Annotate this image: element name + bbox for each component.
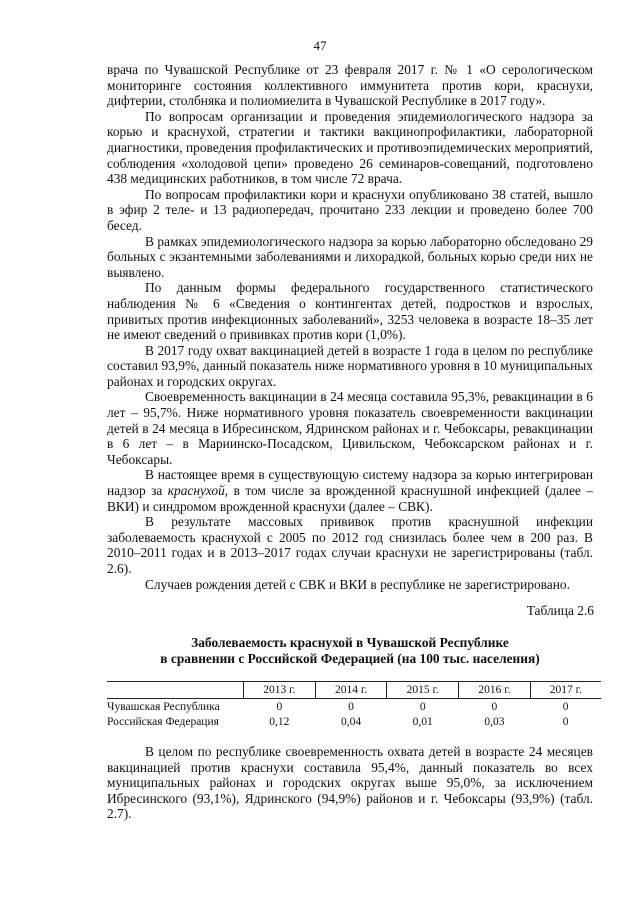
integration-text-italic: краснухой, [167,483,229,499]
table-cell: 0 [419,701,426,713]
table-row-region: Российская Федерация [107,716,219,728]
paragraph-statistics: По данным формы федерального государственного статистического наблюдения № 6 «Сведения о контингентах детей, подростков и взрослых, привитых против инфекционных заболеваний», 3253 человека в возрасте 18–35 лет не имеют сведений о прививках против кори (1,0%). [107,280,593,343]
table-title-line1: Заболеваемость краснухой в Чувашской Республике [191,635,509,650]
body-text [107,62,593,592]
table-row [107,714,601,729]
table-cell: 0,04 [340,716,362,728]
paragraph-publications: По вопросам профилактики кори и краснухи опубликовано 38 статей, вышло в эфир 2 теле- и 13 радиопередач, прочитано 233 лекции и проведено более 700 бесед. [107,186,593,233]
closing-text [107,744,593,822]
paragraph-mass-vaccination: В результате массовых прививок против краснушной инфекции заболеваемость краснухой с 2005 по 2012 год снизилась более чем в 200 раз. В 2010–2011 годах и в 2013–2017 годах случаи краснухи не зарегистрированы (табл. 2.6). [107,514,593,576]
table-header-cell: 2013 г. [244,682,316,699]
table-cell: 0,12 [269,716,290,728]
page-number: 47 [313,38,327,53]
table-cell: 0,03 [484,716,505,728]
table-header-cell: 2017 г. [530,682,601,699]
table-title [107,635,593,667]
paragraph-closing: В целом по республике своевременность охвата детей в возрасте 24 месяцев вакцинацией против краснухи составила 95,4%, данный показатель во всех муниципальных районах и городских округах выше 95,0%, за исключением Ибресинского (93,1%), Ядринского (94,9%) районов и г. Чебоксары (93,9%) (табл. 2.7). [107,744,593,822]
rubella-incidence-table [107,681,601,729]
paragraph-continuation: врача по Чувашской Республике от 23 февраля 2017 г. № 1 «О серологическом мониторинге состояния коллективного иммунитета против кори, краснухи, дифтерии, столбняка и полиомиелита в Чувашской Республике в 2017 году». [107,62,593,109]
table-header-cell: 2016 г. [459,682,531,699]
table-header-row [107,682,601,699]
paragraph-seminars: По вопросам организации и проведения эпидемиологического надзора за корью и краснухой, стратегии и тактики вакцинопрофилактики, лабораторной диагностики, проведения профилактических и противоэпидемических мероприятий, соблюдения «холодовой цепи» проведено 26 семинаров-совещаний, подготовлено 438 медицинских работников, в том числе 72 врача. [107,108,593,187]
table-cell: 0 [491,701,498,713]
integration-text-before: В настоящее время в существующую систему надзора за корью интегрирован надзор за [107,467,593,499]
table-header-cell [107,682,244,699]
table-cell: 0 [562,701,569,713]
paragraph-no-cases: Случаев рождения детей с СВК и ВКИ в республике не зарегистрировано. [145,576,570,592]
paragraph-coverage-2017: В 2017 году охват вакцинацией детей в возрасте 1 года в целом по республике составил 93,9%, данный показатель ниже нормативного уровня в 10 муниципальных районах и городских округах. [107,342,593,389]
table-row [107,699,601,715]
table-cell: 0 [348,701,354,713]
table-title-line2: в сравнении с Российской Федерацией (на 100 тыс. населения) [160,651,540,666]
paragraph-integration [107,467,593,514]
table-label: Таблица 2.6 [526,603,594,618]
table-header-cell: 2015 г. [387,682,459,699]
table-cell: 0,01 [412,716,433,728]
table-row-region: Чувашская Республика [107,701,220,713]
paragraph-lab-surveillance: В рамках эпидемиологического надзора за корью лабораторно обследовано 29 больных с экзантемными заболеваниями и лихорадкой, больных корью среди них не выявлено. [107,233,593,280]
integration-text-after: в том числе за врожденной краснушной инфекцией (далее – ВКИ) и синдромом врожденной краснухи (далее – СВК). [107,483,593,514]
table-header-cell: 2014 г. [315,682,387,699]
table-cell: 0 [276,701,283,713]
table-cell: 0 [562,716,569,728]
paragraph-timeliness: Своевременность вакцинации в 24 месяца составила 95,3%, ревакцинации в 6 лет – 95,7%. Ниже нормативного уровня показатель своевременности вакцинации детей в 24 месяца в Ибресинском, Ядринском районах и г. Чебоксары, ревакцинации в 6 лет – в Мариинско-Посадском, Цивильском, Чебоксарском районах и г. Чебоксары. [107,389,593,467]
